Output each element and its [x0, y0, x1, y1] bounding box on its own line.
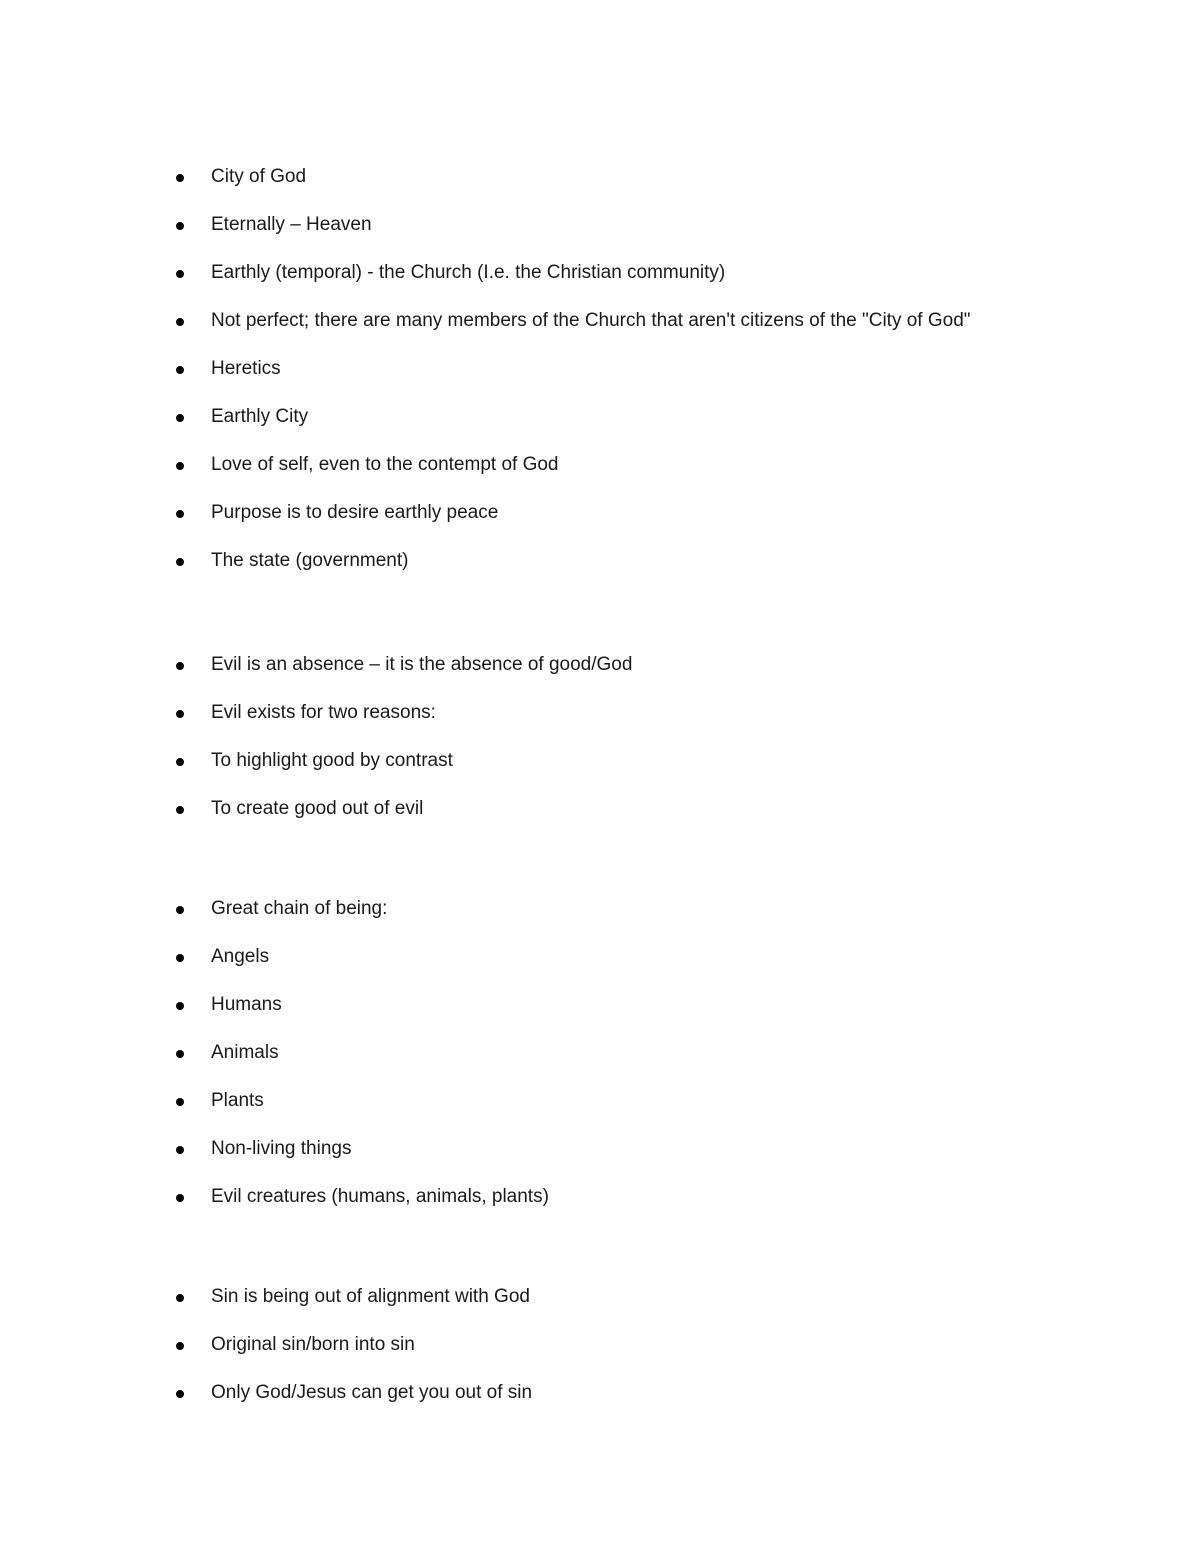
- list-item-text: Not perfect; there are many members of the Church that aren't citizens of the "City of God": [211, 310, 971, 331]
- bullet-icon: [176, 318, 184, 326]
- list-item-text: Evil creatures (humans, animals, plants): [211, 1186, 549, 1207]
- bullet-icon: [176, 1002, 184, 1010]
- bullet-icon: [176, 758, 184, 766]
- bullet-icon: [176, 1294, 184, 1302]
- bullet-icon: [176, 462, 184, 470]
- list-item-text: Only God/Jesus can get you out of sin: [211, 1382, 533, 1403]
- bullet-icon: [176, 806, 184, 814]
- bullet-icon: [176, 1194, 184, 1202]
- list-item-text: Non-living things: [211, 1138, 352, 1159]
- bullet-icon: [176, 1050, 184, 1058]
- list-item-text: Animals: [211, 1042, 279, 1063]
- list-item-text: Original sin/born into sin: [211, 1334, 415, 1355]
- bullet-icon: [176, 510, 184, 518]
- list-item-text: Purpose is to desire earthly peace: [211, 502, 499, 523]
- bullet-icon: [176, 414, 184, 422]
- list-item-text: Earthly City: [211, 406, 309, 427]
- list-item-text: City of God: [211, 166, 307, 187]
- list-item-text: To highlight good by contrast: [211, 750, 453, 771]
- bullet-icon: [176, 174, 184, 182]
- bullet-icon: [176, 558, 184, 566]
- bullet-icon: [176, 1342, 184, 1350]
- list-item-text: Evil is an absence – it is the absence of good/God: [211, 654, 633, 675]
- list-item-text: Love of self, even to the contempt of God: [211, 454, 559, 475]
- list-item-text: Evil exists for two reasons:: [211, 702, 436, 723]
- bullet-icon: [176, 270, 184, 278]
- list-item-text: Angels: [211, 946, 270, 967]
- bullet-icon: [176, 1098, 184, 1106]
- list-item-text: Heretics: [211, 358, 281, 379]
- list-item-text: To create good out of evil: [211, 798, 424, 819]
- list-item-text: The state (government): [211, 550, 409, 571]
- bullet-icon: [176, 710, 184, 718]
- list-item-text: Humans: [211, 994, 282, 1015]
- bullet-icon: [176, 662, 184, 670]
- bullet-icon: [176, 1146, 184, 1154]
- bullet-icon: [176, 222, 184, 230]
- list-item-text: Eternally – Heaven: [211, 214, 372, 235]
- list-item-text: Sin is being out of alignment with God: [211, 1286, 530, 1307]
- list-item-text: Plants: [211, 1090, 264, 1111]
- list-item-text: Great chain of being:: [211, 898, 388, 919]
- list-item-text: Earthly (temporal) - the Church (I.e. the Christian community): [211, 262, 726, 283]
- bullet-icon: [176, 1390, 184, 1398]
- bullet-icon: [176, 906, 184, 914]
- bullet-icon: [176, 366, 184, 374]
- bullet-icon: [176, 954, 184, 962]
